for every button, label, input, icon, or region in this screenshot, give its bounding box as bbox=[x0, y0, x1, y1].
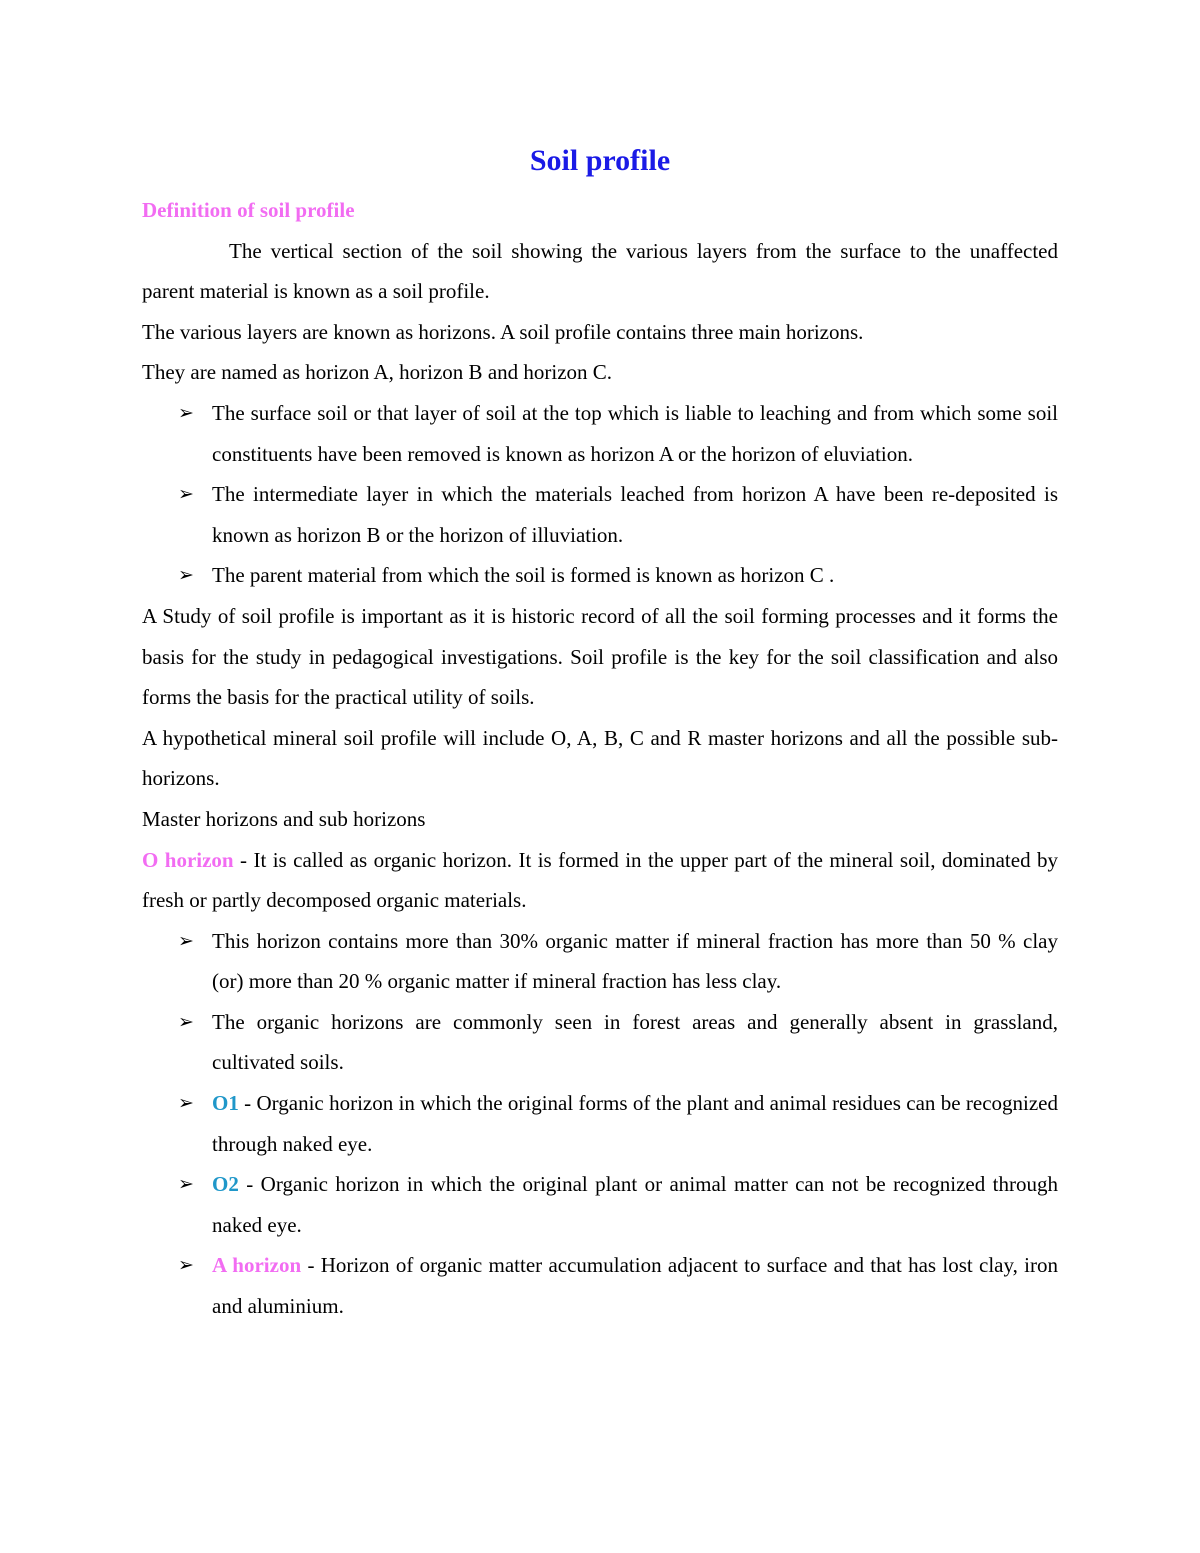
arrow-bullet-icon: ➢ bbox=[178, 1173, 194, 1196]
list-item bbox=[142, 555, 1058, 596]
o1-term: O1 bbox=[212, 1091, 239, 1116]
list-item-text: The parent material from which the soil is formed is known as horizon C . bbox=[212, 563, 835, 588]
arrow-bullet-icon: ➢ bbox=[178, 483, 194, 506]
horizons-line: The various layers are known as horizons. A soil profile contains three main horizons. bbox=[142, 319, 864, 344]
o-horizon-paragraph bbox=[142, 840, 1058, 921]
arrow-bullet-icon: ➢ bbox=[178, 1010, 194, 1033]
definition-heading: Definition of soil profile bbox=[142, 198, 355, 222]
page-title: Soil profile bbox=[529, 144, 671, 177]
arrow-bullet-icon: ➢ bbox=[178, 1254, 194, 1277]
list-item bbox=[142, 393, 1058, 474]
named-horizons-line: They are named as horizon A, horizon B and horizon C. bbox=[142, 360, 613, 385]
list-item bbox=[142, 1002, 1058, 1083]
hypothetical-paragraph: A hypothetical mineral soil profile will include O, A, B, C and R master horizons and all the possible sub-horizons. bbox=[142, 725, 1058, 791]
document-page bbox=[142, 138, 1058, 1327]
list-item bbox=[142, 1164, 1058, 1245]
list-item-text: - Organic horizon in which the original plant or animal matter can not be recognized through naked eye. bbox=[212, 1172, 1058, 1237]
list-item bbox=[142, 921, 1058, 1002]
list-item-text: The intermediate layer in which the materials leached from horizon A have been re-deposited is known as horizon B or the horizon of illuviation. bbox=[212, 482, 1058, 547]
o-horizon-text: - It is called as organic horizon. It is formed in the upper part of the mineral soil, dominated by fresh or partly decomposed organic materials. bbox=[142, 847, 1058, 913]
list-item bbox=[142, 474, 1058, 555]
list-item-text: The organic horizons are commonly seen in forest areas and generally absent in grassland, cultivated soils. bbox=[212, 1009, 1058, 1075]
arrow-bullet-icon: ➢ bbox=[178, 564, 194, 587]
arrow-bullet-icon: ➢ bbox=[178, 929, 194, 952]
o-horizon-term: O horizon bbox=[142, 847, 234, 872]
list-item-text: - Organic horizon in which the original forms of the plant and animal residues can be recognized through naked eye. bbox=[212, 1091, 1058, 1156]
o-horizon-bullet-list bbox=[142, 921, 1058, 1327]
study-paragraph: A Study of soil profile is important as it is historic record of all the soil forming processes and it forms the basis for the study in pedagogical investigations. Soil profile is the key for the soil classification and also forms the basis for the practical utility of soils. bbox=[142, 603, 1058, 710]
horizon-bullet-list bbox=[142, 393, 1058, 596]
o2-term: O2 bbox=[212, 1172, 239, 1197]
list-item bbox=[142, 1083, 1058, 1164]
list-item-text: - Horizon of organic matter accumulation adjacent to surface and that has lost clay, iron and aluminium. bbox=[212, 1253, 1058, 1319]
list-item bbox=[142, 1245, 1058, 1326]
intro-paragraph: The vertical section of the soil showing the various layers from the surface to the unaffected parent material is known as a soil profile. bbox=[142, 238, 1058, 304]
arrow-bullet-icon: ➢ bbox=[178, 1092, 194, 1115]
master-horizons-heading: Master horizons and sub horizons bbox=[142, 806, 426, 831]
arrow-bullet-icon: ➢ bbox=[178, 401, 194, 424]
a-horizon-term: A horizon bbox=[212, 1253, 302, 1278]
list-item-text: The surface soil or that layer of soil at the top which is liable to leaching and from which some soil constituents have been removed is known as horizon A or the horizon of eluviation. bbox=[212, 400, 1058, 466]
list-item-text: This horizon contains more than 30% organic matter if mineral fraction has more than 50 % clay (or) more than 20 % organic matter if mineral fraction has less clay. bbox=[212, 928, 1058, 994]
